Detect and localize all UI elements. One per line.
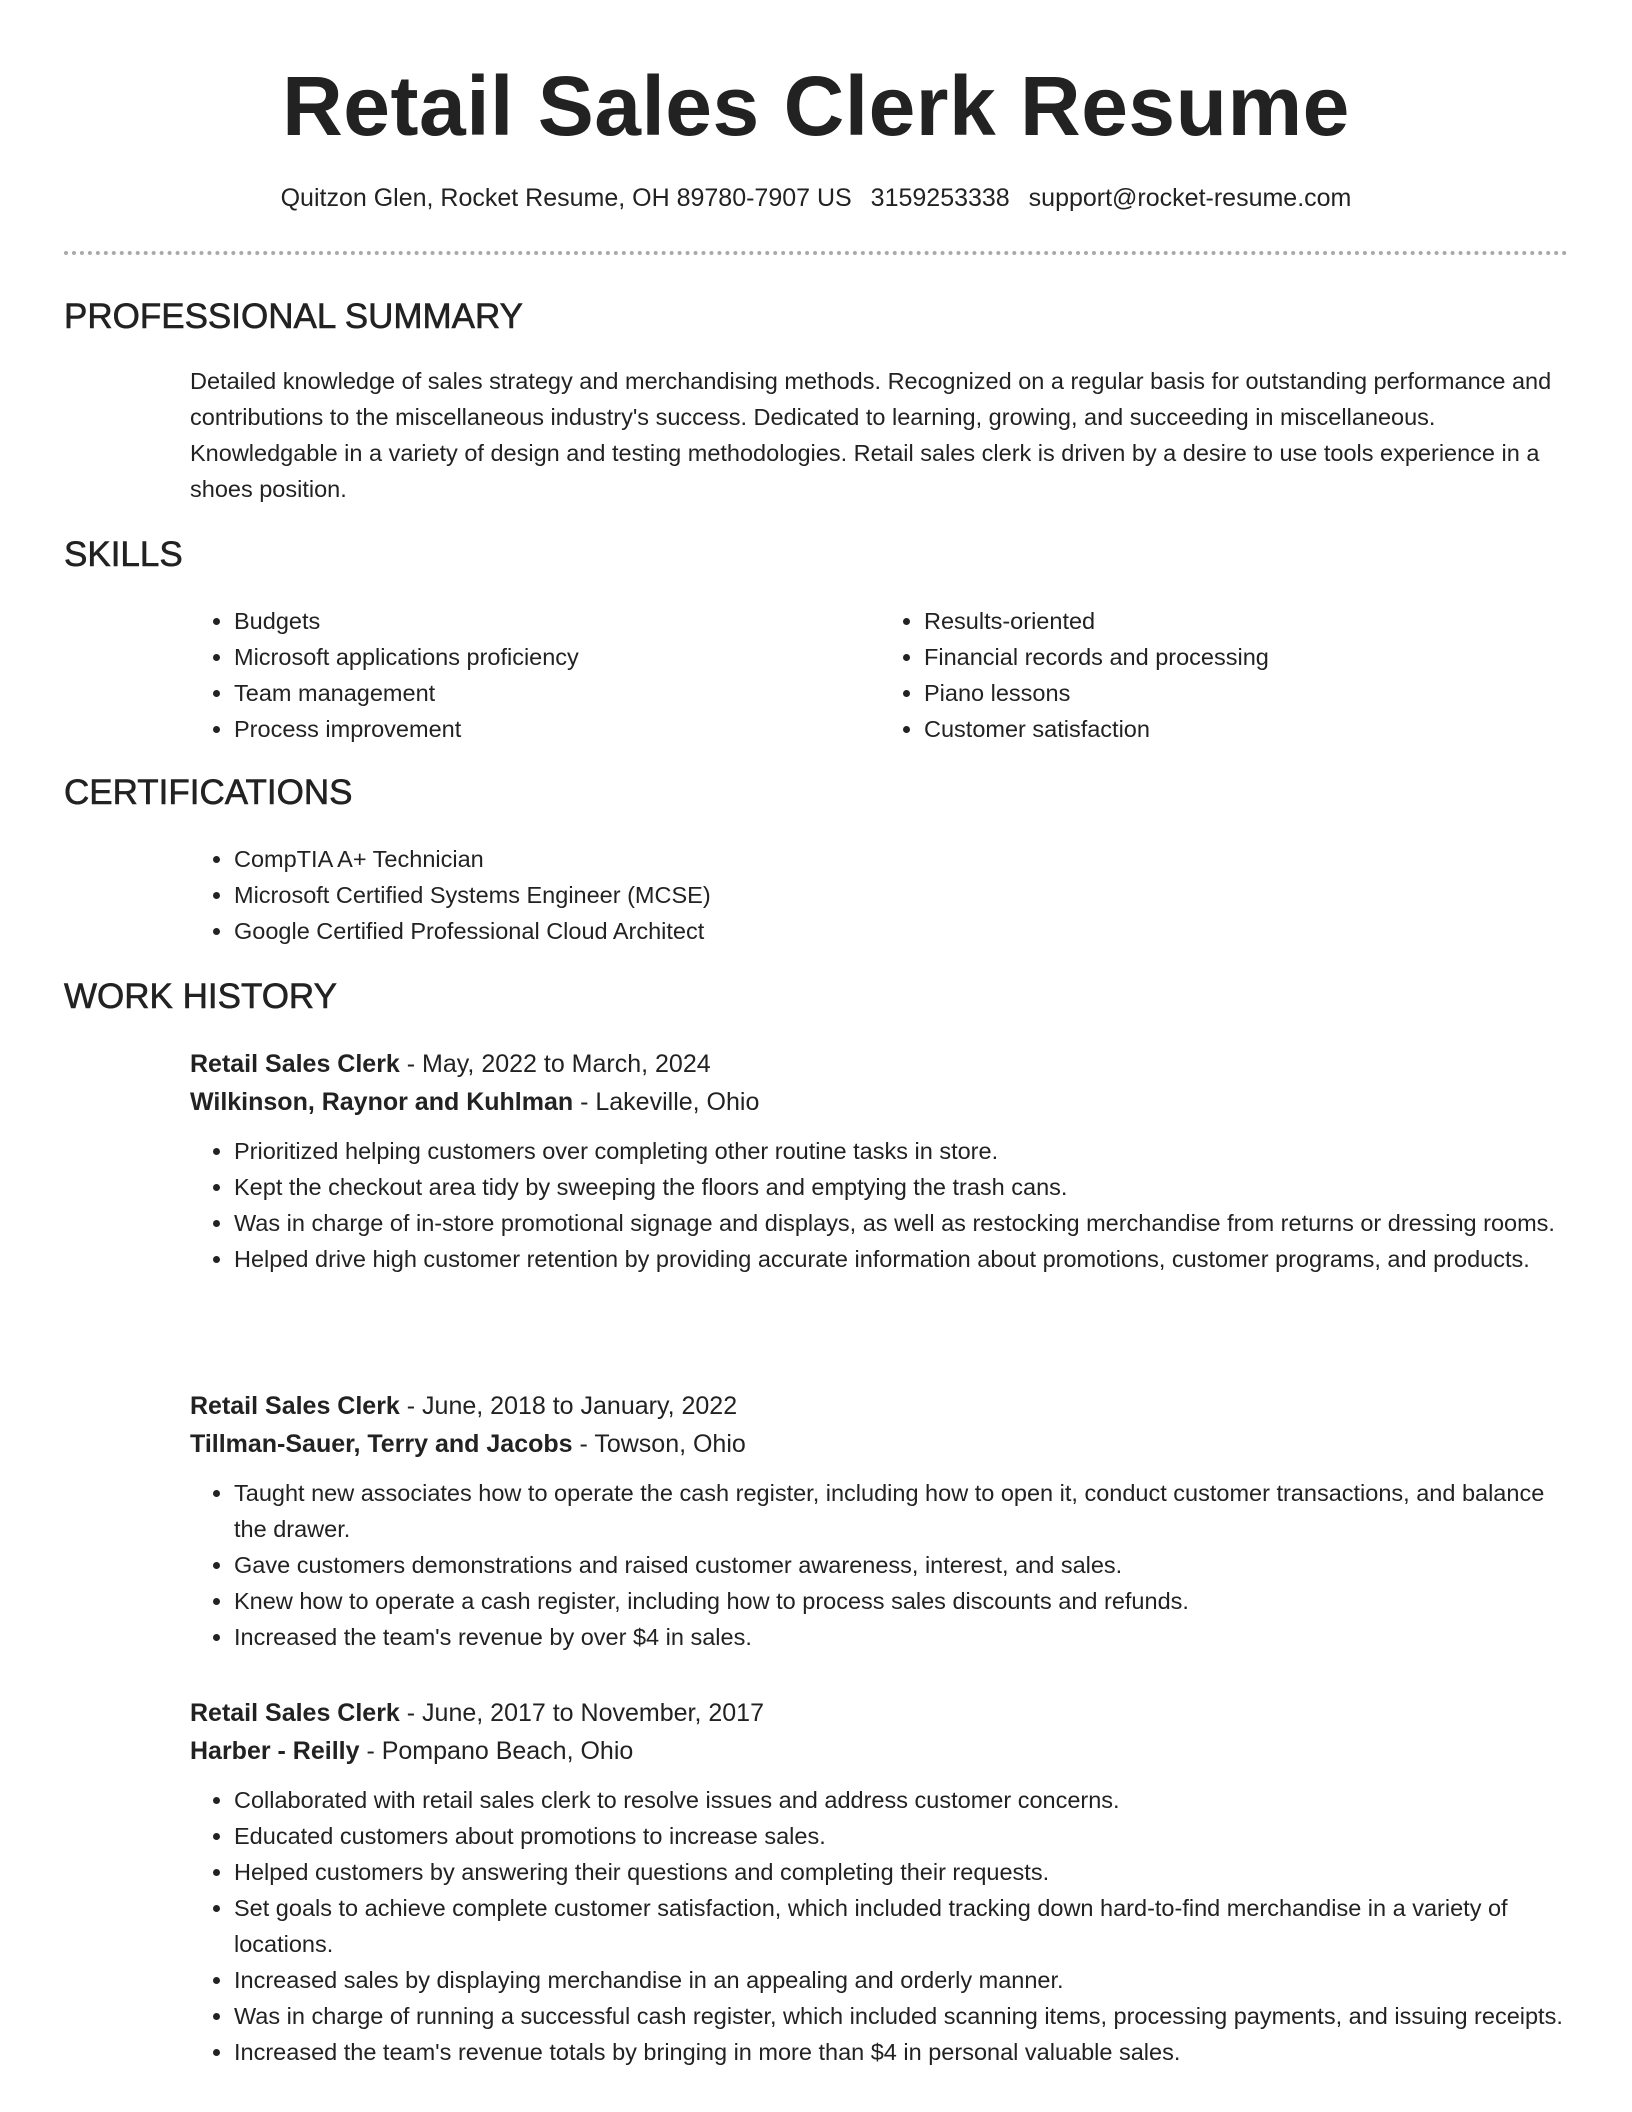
skills-list [190, 603, 1570, 747]
job-title: Retail Sales Clerk [190, 1050, 400, 1078]
job-dates: - May, 2022 to March, 2024 [399, 1050, 711, 1078]
job-title: Retail Sales Clerk [190, 1392, 400, 1420]
job-bullet: • Educated customers about promotions to increase sales. [234, 1818, 1570, 1854]
job-company: Harber - Reilly [190, 1737, 360, 1765]
resume-title: Retail Sales Clerk Resume [282, 59, 1350, 153]
skill-item: • Piano lessons [924, 675, 1570, 711]
job-title-line [190, 1387, 1570, 1425]
contact-email: support@rocket-resume.com [1028, 184, 1352, 212]
job-bullet: • Taught new associates how to operate the cash register, including how to open it, conduct customer transactions, and balance the drawer. [234, 1475, 1570, 1547]
skill-item: • Microsoft applications proficiency [234, 639, 880, 675]
job-company-line [190, 1732, 1570, 1770]
job-bullet: • Gave customers demonstrations and raised customer awareness, interest, and sales. [234, 1547, 1570, 1583]
job-title-line [190, 1045, 1570, 1083]
job-location: - Pompano Beach, Ohio [359, 1737, 634, 1765]
job-dates: - June, 2017 to November, 2017 [399, 1699, 764, 1727]
job-bullets [190, 1782, 1570, 2070]
skill-item: • Process improvement [234, 711, 880, 747]
job-location: - Towson, Ohio [572, 1430, 746, 1458]
certification-item: • Microsoft Certified Systems Engineer (MCSE) [234, 877, 1570, 913]
certification-item: • CompTIA A+ Technician [234, 841, 1570, 877]
job-bullet: • Prioritized helping customers over completing other routine tasks in store. [234, 1133, 1570, 1169]
job-bullets [190, 1133, 1570, 1277]
header-divider [64, 251, 1568, 255]
summary-text: Detailed knowledge of sales strategy and merchandising methods. Recognized on a regular basis for outstanding performance and contributions to the miscellaneous industry's success. Dedicated to learning, growing, and succeeding in miscellaneous. Knowledgable in a variety of design and testing methodologies. Retail sales clerk is driven by a desire to use tools experience in a shoes position. [190, 368, 1552, 502]
contact-address: Quitzon Glen, Rocket Resume, OH 89780-7907 US [280, 184, 852, 212]
skills-heading: SKILLS [64, 535, 183, 574]
job-company-line [190, 1425, 1570, 1463]
job-bullet: • Helped drive high customer retention by providing accurate information about promotions, customer programs, and products. [234, 1241, 1570, 1277]
certification-item: • Google Certified Professional Cloud Architect [234, 913, 1570, 949]
job-bullet: • Was in charge of running a successful cash register, which included scanning items, processing payments, and issuing receipts. [234, 1998, 1570, 2034]
contact-line [64, 182, 1568, 214]
job-company: Wilkinson, Raynor and Kuhlman [190, 1088, 574, 1116]
job-bullet: • Collaborated with retail sales clerk to resolve issues and address customer concerns. [234, 1782, 1570, 1818]
skills-column-left [190, 603, 880, 747]
job-bullets [190, 1475, 1570, 1655]
job-entry-3 [190, 1694, 1570, 2070]
work-history-heading: WORK HISTORY [64, 977, 337, 1016]
job-title-line [190, 1694, 1570, 1732]
resume-page [64, 0, 1568, 2065]
skill-item: • Customer satisfaction [924, 711, 1570, 747]
certifications-list [190, 841, 1570, 949]
job-entry-1 [190, 1045, 1570, 1277]
job-dates: - June, 2018 to January, 2022 [399, 1392, 738, 1420]
job-bullet: • Increased the team's revenue totals by bringing in more than $4 in personal valuable sales. [234, 2034, 1570, 2070]
certifications-heading: CERTIFICATIONS [64, 773, 353, 812]
job-location: - Lakeville, Ohio [573, 1088, 760, 1116]
skill-item: • Results-oriented [924, 603, 1570, 639]
skills-column-right [880, 603, 1570, 747]
summary-heading: PROFESSIONAL SUMMARY [64, 297, 523, 336]
skill-item: • Team management [234, 675, 880, 711]
job-bullet: • Helped customers by answering their questions and completing their requests. [234, 1854, 1570, 1890]
job-bullet: • Increased sales by displaying merchandise in an appealing and orderly manner. [234, 1962, 1570, 1998]
contact-phone: 3159253338 [870, 184, 1010, 212]
job-bullet: • Knew how to operate a cash register, including how to process sales discounts and refunds. [234, 1583, 1570, 1619]
job-company: Tillman-Sauer, Terry and Jacobs [190, 1430, 573, 1458]
skill-item: • Budgets [234, 603, 880, 639]
job-bullet: • Kept the checkout area tidy by sweeping the floors and emptying the trash cans. [234, 1169, 1570, 1205]
job-title: Retail Sales Clerk [190, 1699, 400, 1727]
skill-item: • Financial records and processing [924, 639, 1570, 675]
job-bullet: • Was in charge of in-store promotional signage and displays, as well as restocking merchandise from returns or dressing rooms. [234, 1205, 1570, 1241]
job-bullet: • Increased the team's revenue by over $4 in sales. [234, 1619, 1570, 1655]
job-entry-2 [190, 1387, 1570, 1655]
job-company-line [190, 1083, 1570, 1121]
job-bullet: • Set goals to achieve complete customer satisfaction, which included tracking down hard-to-find merchandise in a variety of locations. [234, 1890, 1570, 1962]
